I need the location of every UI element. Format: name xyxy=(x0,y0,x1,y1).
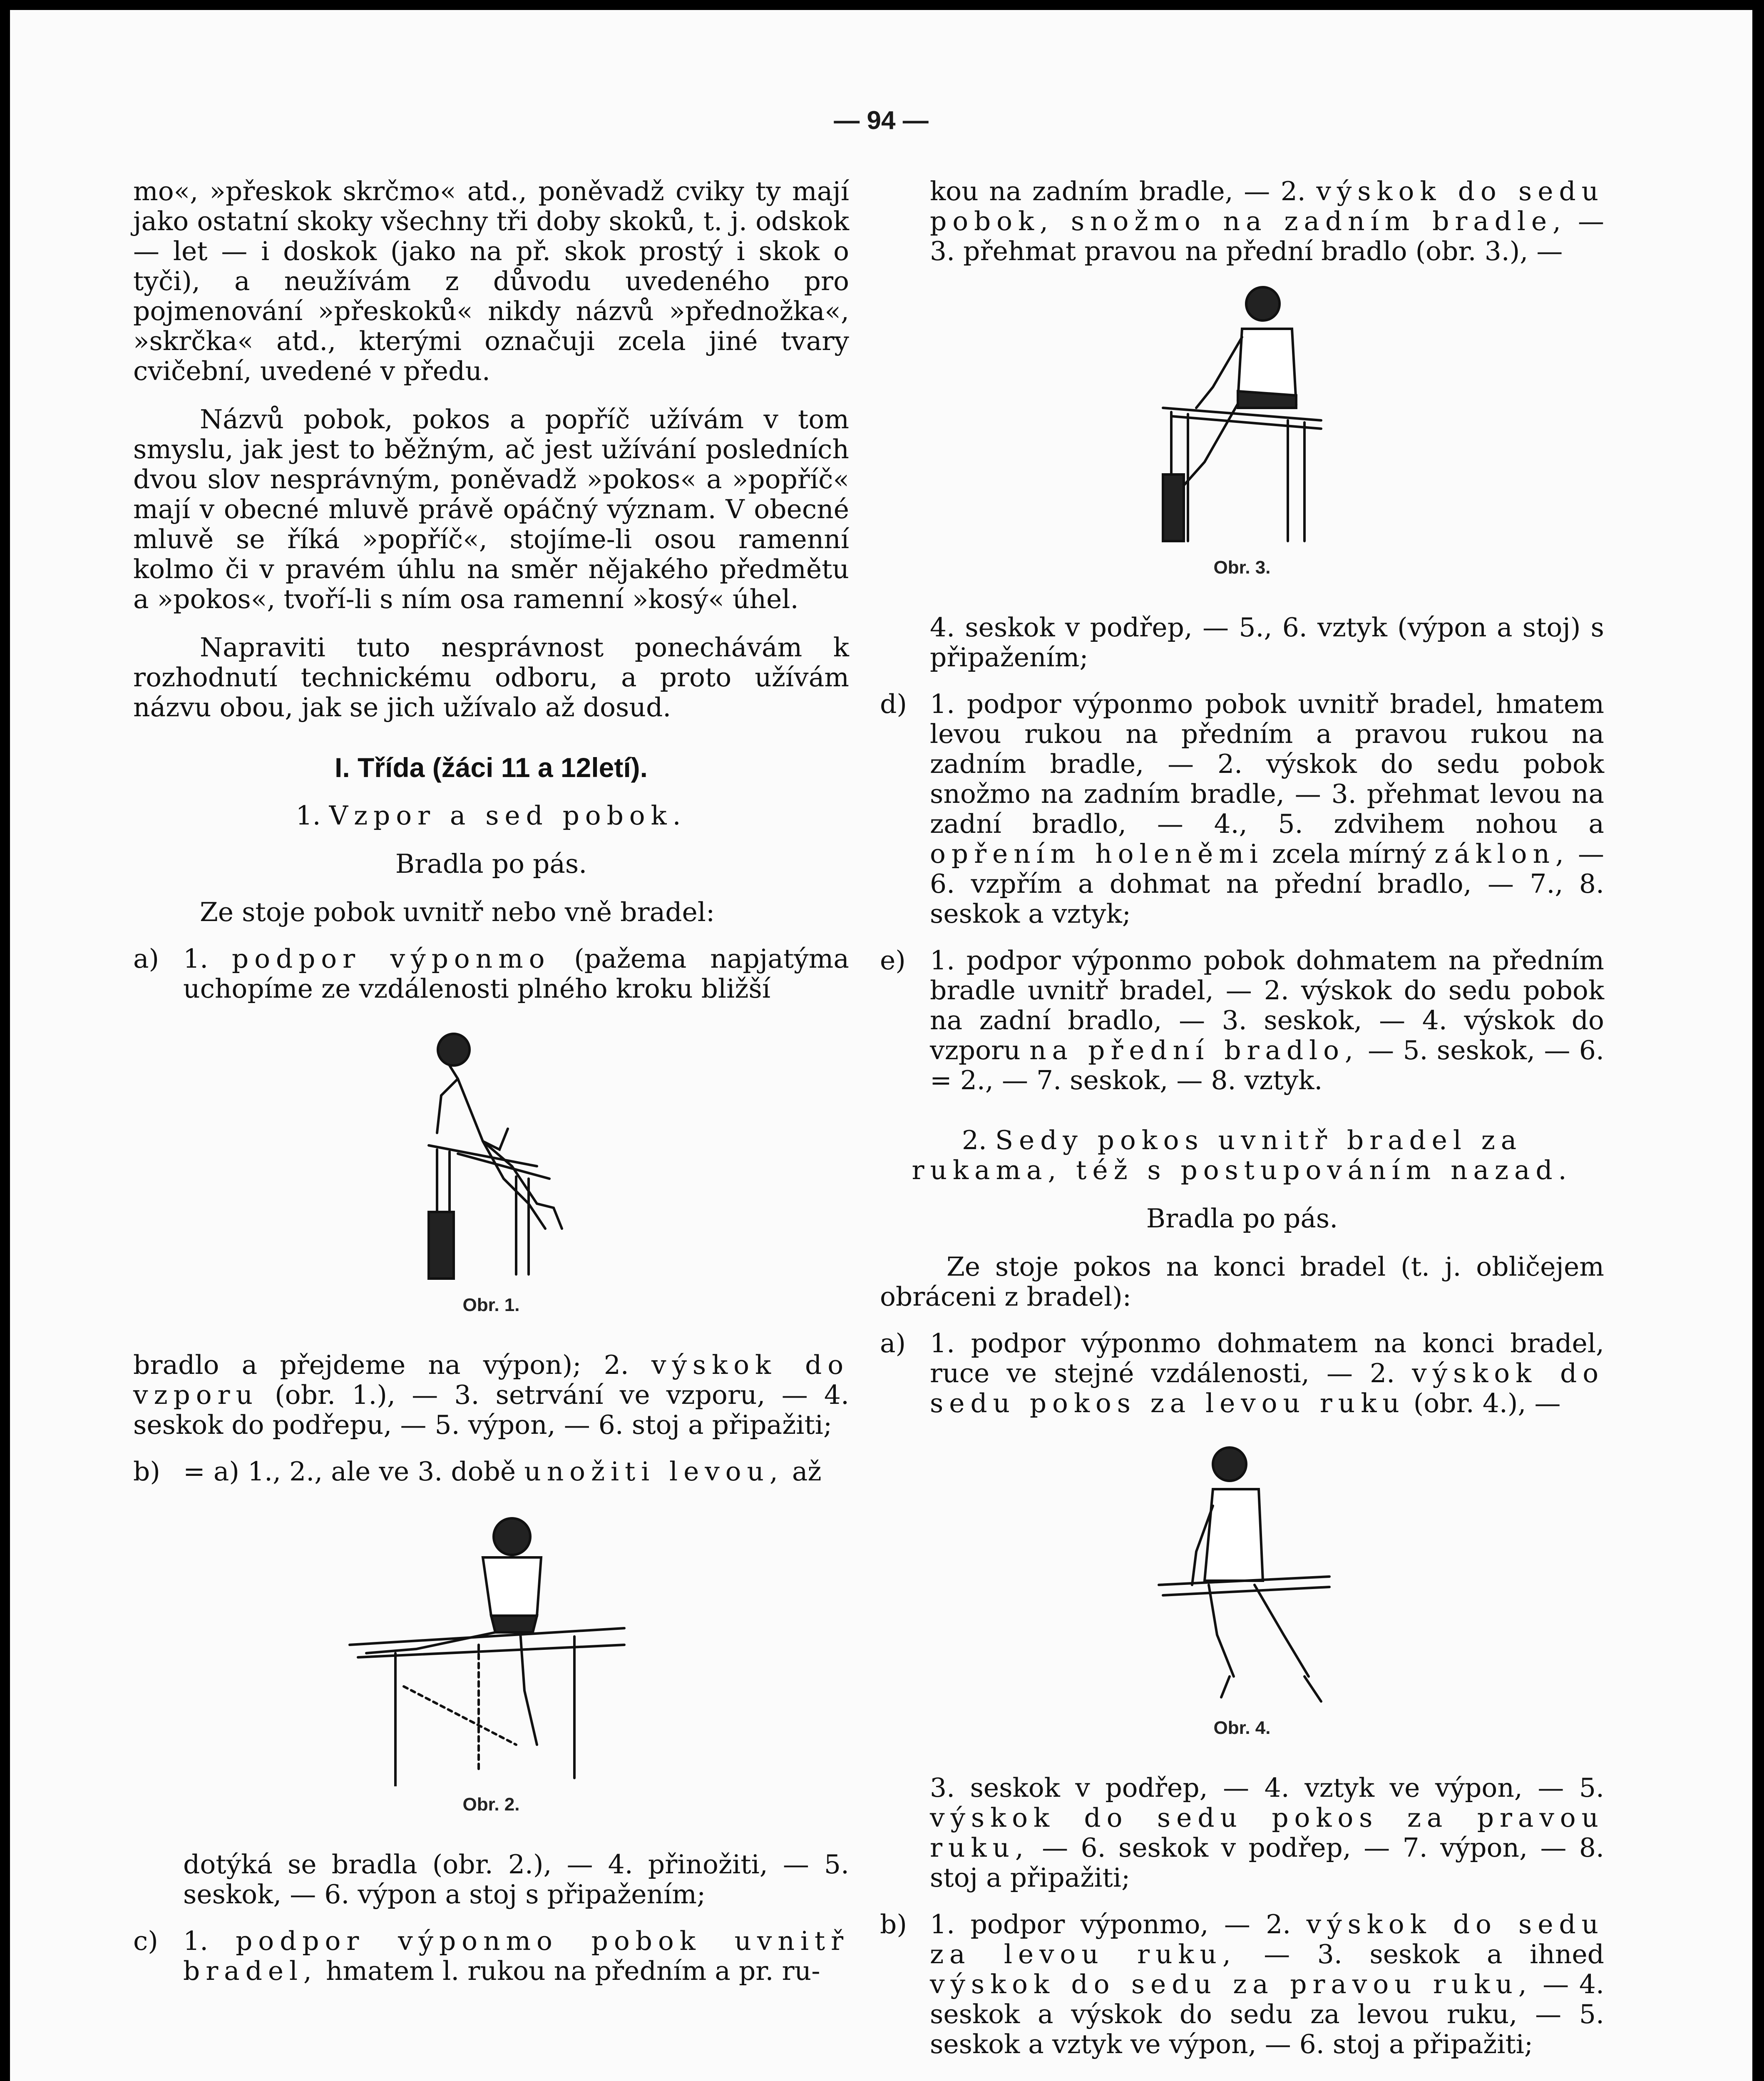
exercise-c: c) 1. podpor výponmo pobok uvnitř bradel, hmatem l. rukou na předním a pr. ru- xyxy=(133,1926,849,1986)
item-marker: a) xyxy=(880,1328,906,1358)
item-marker: b) xyxy=(880,1909,907,1939)
intro-line: Ze stoje pobok uvnitř nebo vně bradel: xyxy=(200,897,715,927)
gymnast-seated-rail-illustration xyxy=(1146,1443,1338,1710)
apparatus-note: Bradla po pás. xyxy=(1146,1203,1338,1234)
paragraph: Názvů pobok, pokos a popříč užívám v tom smyslu, jak jest to běžným, ač jest užívání posledních dvou slov nesprávným, poněvadž »pokos« a »popříč« mají v obecné mluvě právě opáčný význam. V obecné mluvě se říká »popříč«, stojíme-li osou ramenní kolmo či v pravém úhlu na směr nějakého předmětu a »pokos«, tvoří-li s ním osa ramenní »kosý« úhel. xyxy=(133,404,849,614)
figure-4 xyxy=(880,1443,1604,1743)
gymnast-sitting-bars-illustration xyxy=(1146,283,1338,549)
item-marker: a) xyxy=(133,944,159,974)
figure-3 xyxy=(880,283,1604,583)
gymnast-vault-illustration xyxy=(404,1029,579,1287)
item-marker: d) xyxy=(880,689,907,719)
exercise-e: e) 1. podpor výponmo pobok dohmatem na předním bradle uvnitř bradel, — 2. výskok do sedu pobok na zadní bradlo, — 3. seskok, — 4. výskok do vzporu na přední bradlo, — 5. seskok, — 6. = 2., — 7. seskok, — 8. vztyk. xyxy=(880,945,1604,1095)
item-marker: e) xyxy=(880,945,906,976)
item-marker: c) xyxy=(133,1926,158,1956)
figure-1 xyxy=(133,1029,849,1320)
apparatus-note: Bradla po pás. xyxy=(395,849,587,879)
figure-caption: Obr. 2. xyxy=(462,1794,520,1815)
figure-caption: Obr. 4. xyxy=(1213,1718,1271,1738)
paragraph: Napraviti tuto nesprávnost ponechávám k rozhodnutí technickému odboru, a proto užívám názvu obou, jak se jich užívalo až dosud. xyxy=(133,632,849,723)
section-heading: I. Třída (žáci 11 a 12letí). xyxy=(334,752,648,783)
page-number: — 94 — xyxy=(834,106,929,135)
paragraph: bradlo a přejdeme na výpon); 2. výskok do vzporu (obr. 1.), — 3. setrvání ve vzporu, — 4. seskok do podřepu, — 5. výpon, — 6. stoj a připažiti; xyxy=(133,1350,850,1440)
paragraph: kou na zadním bradle, — 2. výskok do sedu pobok, snožmo na zadním bradle, — 3. přehmat pravou na přední bradlo (obr. 3.), — xyxy=(930,176,1604,266)
subsection-title: 2. Sedy pokos uvnitř bradel za rukama, též s postupováním nazad. xyxy=(912,1125,1573,1185)
exercise-a: a) 1. podpor výponmo (pažema napjatýma uchopíme ze vzdálenosti plného kroku bližší xyxy=(133,944,849,1004)
paragraph: 3. seskok v podřep, — 4. vztyk ve výpon, — 5. výskok do sedu pokos za pravou ruku, — 6. seskok v podřep, — 7. výpon, — 8. stoj a připažiti; xyxy=(930,1773,1604,1893)
paragraph: 4. seskok v podřep, — 5., 6. vztyk (výpon a stoj) s připažením; xyxy=(930,612,1604,673)
left-column xyxy=(133,176,849,1986)
scanned-page xyxy=(10,10,1752,2081)
gymnast-straddle-illustration xyxy=(341,1512,641,1786)
exercise-b: b) 1. podpor výponmo, — 2. výskok do sedu za levou ruku, — 3. seskok a ihned výskok do sedu za pravou ruku, — 4. seskok a výskok do sedu za levou ruku, — 5. seskok a vztyk ve výpon, — 6. stoj a připažiti; xyxy=(880,1909,1605,2059)
subsection-title: 1. Vzpor a sed pobok. xyxy=(296,800,687,831)
paragraph: dotýká se bradla (obr. 2.), — 4. přinožiti, — 5. seskok, — 6. výpon a stoj s připažením; xyxy=(183,1849,849,1910)
right-column xyxy=(880,176,1604,2059)
exercise-d: d) 1. podpor výponmo pobok uvnitř bradel, hmatem levou rukou na předním a pravou rukou na zadním bradle, — 2. výskok do sedu pobok snožmo na zadním bradle, — 3. přehmat levou na zadní bradlo, — 4., 5. zdvihem nohou a opřením holeněmi zcela mírný záklon, — 6. vzpřím a dohmat na přední bradlo, — 7., 8. seskok a vztyk; xyxy=(880,689,1605,929)
exercise-a: a) 1. podpor výponmo dohmatem na konci bradel, ruce ve stejné vzdálenosti, — 2. výskok do sedu pokos za levou ruku (obr. 4.), — xyxy=(880,1328,1604,1418)
figure-caption: Obr. 3. xyxy=(1213,557,1271,578)
exercise-b: b) = a) 1., 2., ale ve 3. době unožiti levou, až xyxy=(133,1456,822,1487)
figure-caption: Obr. 1. xyxy=(462,1295,520,1315)
figure-2 xyxy=(133,1512,849,1820)
intro-line: Ze stoje pokos na konci bradel (t. j. obličejem obráceni z bradel): xyxy=(880,1252,1604,1312)
paragraph: mo«, »přeskok skrčmo« atd., poněvadž cviky ty mají jako ostatní skoky všechny tři doby skoků, t. j. odskok — let — i doskok (jako na př. skok prostý i skok o tyči), a neužívám z důvodu uvedeného pro pojmenování »přeskoků« nikdy názvů »přednožka«, »skrčka« atd., kterými označuji zcela jiné tvary cvičební, uvedené v předu. xyxy=(133,176,849,386)
item-marker: b) xyxy=(133,1456,160,1487)
